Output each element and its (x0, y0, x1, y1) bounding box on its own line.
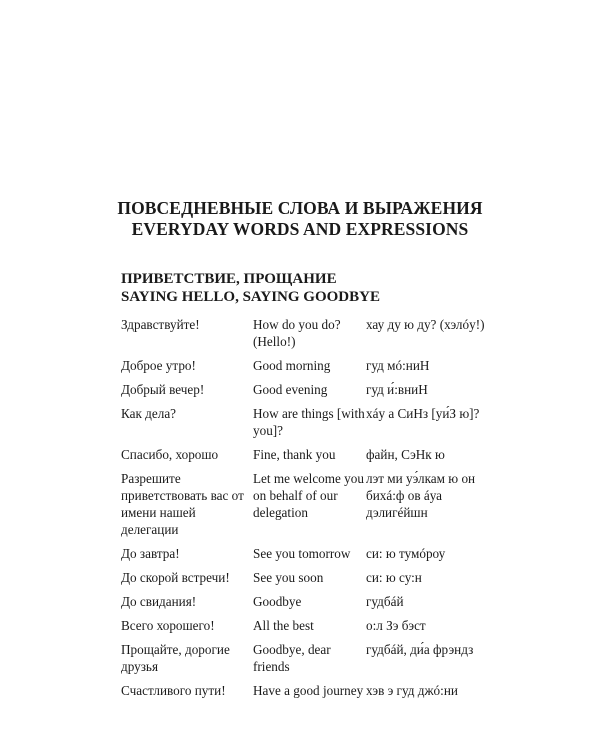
section-heading (121, 270, 380, 306)
english-phrase: Good evening (253, 382, 328, 397)
transcription: гуд и́:вниН (366, 382, 428, 397)
russian-phrase: До скорой встречи! (121, 570, 230, 585)
english-phrase: Goodbye (253, 594, 302, 609)
phrase-table-body (121, 316, 501, 706)
russian-phrase: Спасибо, хорошо (121, 447, 219, 462)
russian-phrase: Прощайте, дорогие друзья (121, 642, 230, 674)
transcription: о:л Зэ бэст (366, 618, 426, 633)
table-row (121, 682, 501, 706)
transcription: лэт ми уэ́лкам ю он бихá:ф ов áуа дэлигéйшн (366, 471, 476, 520)
russian-phrase: Добрый вечер! (121, 382, 205, 397)
table-row (121, 381, 501, 405)
english-phrase: How are things [with you]? (253, 406, 365, 438)
transcription: гудбáй, ди́а фрэндз (366, 642, 474, 657)
table-row (121, 446, 501, 470)
table-row (121, 569, 501, 593)
phrase-table (121, 316, 501, 706)
table-row (121, 470, 501, 545)
table-row (121, 405, 501, 446)
transcription: хау ду ю ду? (хэлóу!) (366, 317, 485, 332)
english-phrase: Have a good journey (253, 683, 364, 698)
table-row (121, 641, 501, 682)
page-title-ru: ПОВСЕДНЕВНЫЕ СЛОВА И ВЫРАЖЕНИЯ (117, 198, 483, 218)
transcription: си: ю тумóроу (366, 546, 446, 561)
russian-phrase: До завтра! (121, 546, 180, 561)
section-heading-en: SAYING HELLO, SAYING GOODBYE (121, 289, 380, 305)
english-phrase: All the best (253, 618, 314, 633)
page-title-en: EVERYDAY WORDS AND EXPRESSIONS (131, 219, 469, 239)
table-row (121, 593, 501, 617)
transcription: хэв э гуд джó:ни (366, 683, 458, 698)
english-phrase: Good morning (253, 358, 331, 373)
english-phrase: See you soon (253, 570, 324, 585)
transcription: файн, СэНк ю (366, 447, 445, 462)
english-phrase: Goodbye, dear friends (253, 642, 331, 674)
russian-phrase: Как дела? (121, 406, 177, 421)
table-row (121, 357, 501, 381)
table-row (121, 316, 501, 357)
english-phrase: How do you do? (Hello!) (253, 317, 341, 349)
russian-phrase: Разрешите приветствовать вас от имени нашей делегации (121, 471, 244, 537)
transcription: си: ю су:н (366, 570, 422, 585)
russian-phrase: До свидания! (121, 594, 197, 609)
english-phrase: Fine, thank you (253, 447, 336, 462)
russian-phrase: Счастливого пути! (121, 683, 226, 698)
transcription: гуд мó:ниН (366, 358, 430, 373)
transcription: гудбáй (366, 594, 404, 609)
russian-phrase: Здравствуйте! (121, 317, 200, 332)
russian-phrase: Доброе утро! (121, 358, 196, 373)
table-row (121, 617, 501, 641)
page-title (0, 198, 600, 240)
russian-phrase: Всего хорошего! (121, 618, 215, 633)
english-phrase: See you tomorrow (253, 546, 351, 561)
english-phrase: Let me welcome you on behalf of our delegation (253, 471, 364, 520)
section-heading-ru: ПРИВЕТСТВИЕ, ПРОЩАНИЕ (121, 271, 337, 287)
table-row (121, 545, 501, 569)
transcription: хáу а СиНз [уи́З ю]? (366, 406, 480, 421)
